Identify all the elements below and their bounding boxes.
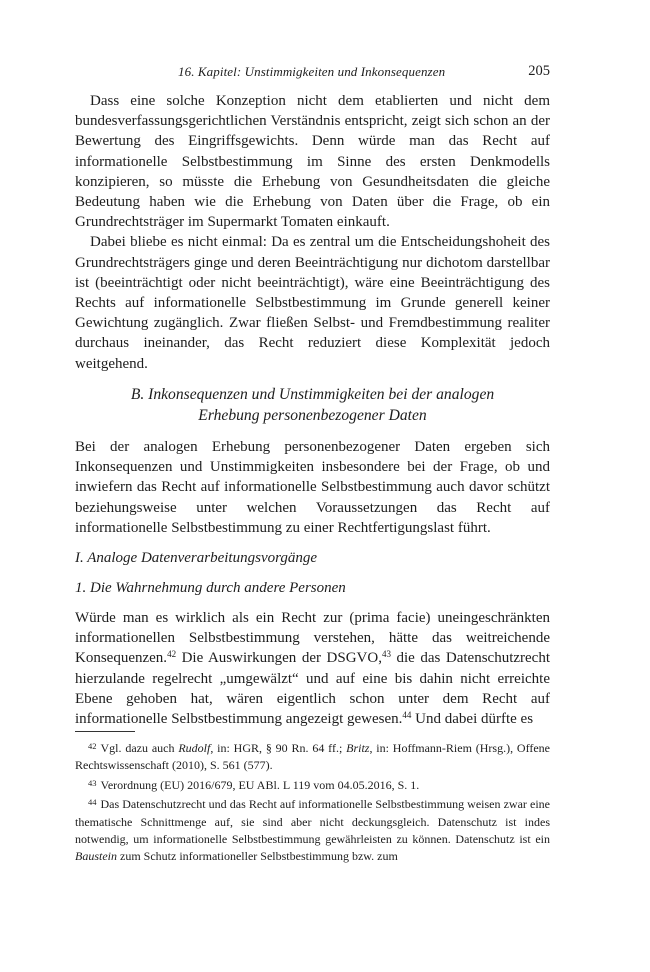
paragraph-4-part-b: Die Auswirkungen der DSGVO, — [176, 650, 382, 667]
page-header — [75, 64, 550, 82]
footnote-42-part-b: , in: HGR, § 90 Rn. 64 ff.; — [210, 741, 347, 755]
footnote-42-author-1: Rudolf — [178, 741, 211, 755]
footnote-42 — [75, 738, 550, 775]
footnote-44-emphasis: Baustein — [75, 849, 117, 864]
section-heading-b-line2: Erhebung personenbezogener Daten — [198, 407, 427, 424]
footnote-ref-44[interactable]: 44 — [402, 710, 412, 721]
subheading-i — [75, 548, 550, 568]
running-head: 16. Kapitel: Unstimmigkeiten und Inkonsequenzen — [178, 64, 446, 79]
body-text-top — [75, 91, 550, 374]
footnote-44-part-a: Das Datenschutzrecht und das Recht auf informationelle Selbstbestimmung weisen zwar eine thematische Schnittmenge auf, sie sind aber nicht deckungsgleich. Datenschutz ist indes notwendig, um informationelle Selbstbestimmung gewährleisten zu können. Datenschutz ist ein — [75, 797, 550, 847]
footnote-43 — [75, 775, 550, 794]
paragraph-4-part-d: Und dabei dürfte es — [411, 711, 534, 728]
footnote-42-number: 42 — [88, 741, 97, 751]
paragraph-1: Dass eine solche Konzeption nicht dem etablierten und nicht dem bundesverfassungsgerichtlichen Verständnis entspricht, zeigt sich schon an der Bewertung des Eingriffsgewichts. Denn würde man das Recht auf informationelle Selbstbestimmung im Sinne des ersten Denkmodells konzipieren, so müsste die Erhebung von Gesundheitsdaten die gleiche Bedeutung haben wie die Erhebung von Daten über die Frage, ob ein Grundrechtsträger im Supermarkt Tomaten einkauft. — [75, 93, 550, 231]
footnote-divider — [75, 731, 135, 732]
paragraph-4-part-c: die das Datenschutzrecht hierzulande regelrecht „umgewälzt“ und auf eine bis dahin nicht erreichte Ebene gehoben hat, wären eigentlich schon unter dem Recht auf informationelle Selbstbestimmung angezeigt gewesen. — [75, 650, 551, 728]
footnote-42-part-a: Vgl. dazu auch — [100, 741, 179, 755]
subheading-1-text: 1. Die Wahrnehmung durch andere Personen — [75, 580, 346, 596]
paragraph-2: Dabei bliebe es nicht einmal: Da es zentral um die Entscheidungshoheit des Grundrechtsträgers ginge und deren Beeinträchtigung nur dichotom darstellbar ist (beeinträchtigt oder nicht beeinträchtigt), wäre eine Beeinträchtigung des Rechts auf informationelle Selbstbestimmung im Grunde generell keiner Gewichtung zugänglich. Zwar fließen Selbst- und Fremdbestimmung realiter durchaus ineinander, das Recht reduziert diese Komplexität jedoch weitgehend. — [75, 234, 550, 372]
subheading-i-text: I. Analoge Datenverarbeitungsvorgänge — [75, 550, 318, 566]
paragraph-3: Bei der analogen Erhebung personenbezogener Daten ergeben sich Inkonsequenzen und Unstimmigkeiten insbesondere bei der Frage, ob und inwiefern das Recht auf informationelle Selbstbestimmung auch davor schützt beziehungsweise unter welchen Voraussetzungen das Recht auf informationelle Selbstbestimmung zu einer Rechtfertigungslast führt. — [75, 439, 550, 536]
footnote-42-part-c: , in: Hoffmann-Riem (Hrsg.), Offene Rechtswissenschaft (2010), S. 561 (577). — [75, 741, 550, 773]
section-heading-b-line1: B. Inkonsequenzen und Unstimmigkeiten bei der analogen — [130, 386, 495, 403]
paragraph-4-part-a: Würde man es wirklich als ein Recht zur (prima facie) uneingeschränkten informationellen Selbstbestimmung verstehen, hätte das weitreichende Konsequenzen. — [75, 610, 550, 667]
paragraph-4 — [75, 608, 550, 729]
footnote-44 — [75, 794, 550, 866]
body-text-section-b — [75, 437, 550, 538]
body-text-section-1 — [75, 608, 550, 729]
subheading-1 — [75, 578, 550, 598]
footnote-43-text: Verordnung (EU) 2016/679, EU ABl. L 119 vom 04.05.2016, S. 1. — [100, 777, 420, 792]
footnote-ref-42[interactable]: 42 — [167, 649, 177, 660]
footnote-ref-43[interactable]: 43 — [381, 649, 391, 660]
footnote-42-author-2: Britz — [346, 741, 370, 755]
footnote-43-number: 43 — [88, 777, 97, 788]
page-number: 205 — [528, 63, 550, 79]
footnotes — [75, 738, 550, 866]
footnote-44-number: 44 — [88, 797, 97, 808]
footnote-44-part-b: zum Schutz informationeller Selbstbestimmung bzw. zum — [117, 849, 398, 864]
section-heading-b — [75, 384, 550, 426]
